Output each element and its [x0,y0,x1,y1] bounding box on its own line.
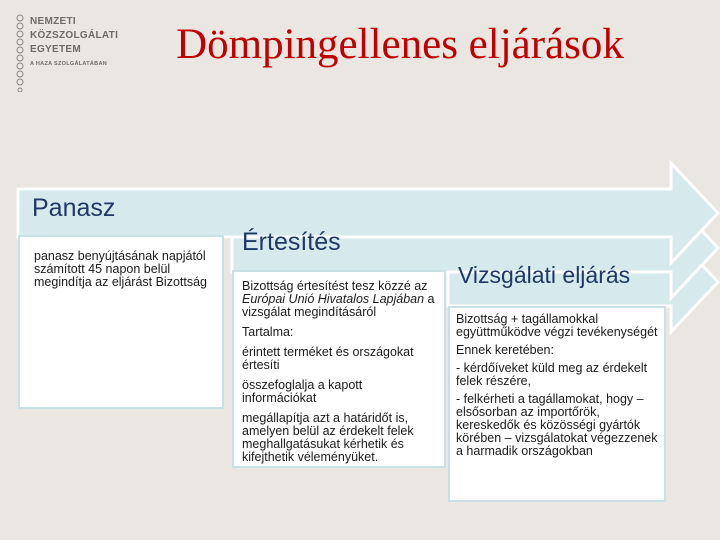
journal-name: Európai Unió Hivatalos Lapjában [242,292,425,306]
box-paragraph: Tartalma: [242,325,294,339]
step-label-ertesites: Értesítés [242,228,341,256]
box-paragraph: - felkérheti a tagállamokat, hogy – elsősorban az importőrök, kereskedők és közösségi gyártók körében – vizsgálatokat végezzenek a harmadik országokban [456,392,658,458]
box-paragraph: - kérdőíveket küld meg az érdekelt felek részére, [456,361,648,388]
logo-line-1: NEMZETI [30,16,76,27]
box-paragraph: Bizottság + tagállamokkal együttműködve végzi tevékenységét [456,312,658,339]
box-paragraph: érintett terméket és országokat értesíti [242,345,414,372]
box-paragraph: megállapítja azt a határidőt is, amelyen belül az érdekelt felek meghallgatásukat kérhetik és kifejthetik véleményüket. [242,411,414,464]
box-paragraph: panasz benyújtásának napjától számított 45 napon belül megindítja az eljárást Bizottság [34,249,208,289]
box-paragraph: Ennek keretében: [456,343,554,357]
box-paragraph [242,280,438,319]
step-box-ertesites [232,270,446,468]
logo-line-2: KÖZSZOLGÁLATI [30,30,119,41]
step-label-panasz: Panasz [32,194,116,222]
logo-line-3: EGYETEM [30,44,81,55]
step-box-panasz [18,235,224,409]
paragraph-text: Bizottság értesítést tesz közzé az [242,279,428,293]
step-label-vizsgalati: Vizsgálati eljárás [458,262,631,288]
logo-tagline: A HAZA SZOLGÁLATÁBAN [30,61,107,67]
page-title: Dömpingellenes eljárások [176,21,624,68]
box-paragraph: összefoglalja a kapott információkat [242,378,363,405]
paragraph-text: a vizsgálat megindításáról [242,292,435,319]
step-box-vizsgalati [448,306,666,502]
